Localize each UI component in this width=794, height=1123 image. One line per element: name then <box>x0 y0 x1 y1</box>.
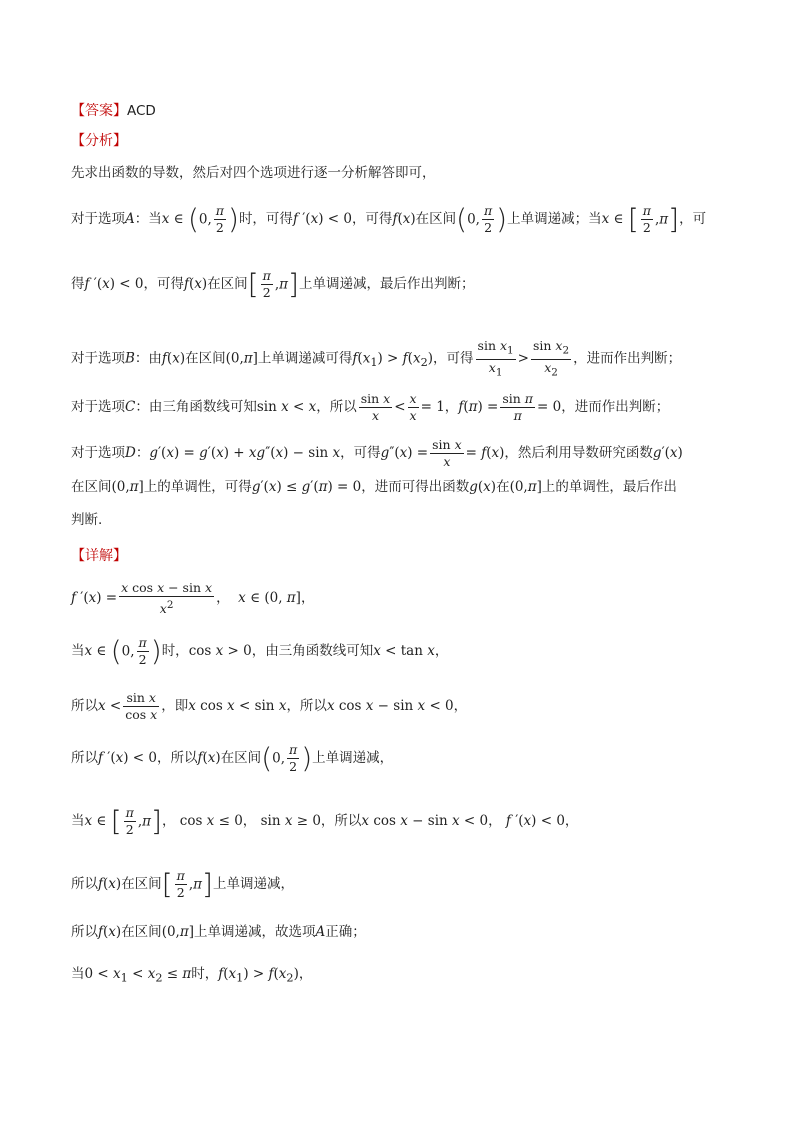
analysis-heading: 【分析】 <box>71 133 127 149</box>
answer-label: 【答案】 <box>71 103 127 119</box>
analysis-option-d-line2: 在区间(0,π]上的单调性，可得g′(x) ≤ g′(π) = 0，进而可得出函数g(x)在(0,π]上的单调性，最后作出 <box>71 479 677 495</box>
answer-value: ACD <box>127 103 156 119</box>
detail-line4: 所以f ′(x) < 0，所以f(x)在区间(0, $\frac{\pi}{2}$ )上单调递减， <box>71 741 394 775</box>
analysis-option-b: 对于选项B：由f(x)在区间(0,π]上单调递减可得$f(x_1) > f(x_2)$，可得 $\frac{\sin x_1}{x_1}$ > $\frac{\sin x_2}{x_2}$ ，进而作出判断； <box>71 338 682 378</box>
analysis-intro: 先求出函数的导数，然后对四个选项进行逐一分析解答即可， <box>71 165 436 181</box>
detail-line8: 当$0 < x_1 < x_2 \le \pi$时，$f(x_1) > f(x_2)$， <box>71 966 313 985</box>
analysis-option-a-line1: 对于选项A：当x ∈ (0, $\frac{\pi}{2}$ )时，可得f ′(x) < 0，可得f(x)在区间(0, $\frac{\pi}{2}$ )上单调递减；当x ∈ [ $\frac{\pi}{2}$ ,π]，可 <box>71 202 707 236</box>
detail-line6: 所以f(x)在区间[ $\frac{\pi}{2}$ ,π]上单调递减， <box>71 867 294 901</box>
analysis-option-d-line1: 对于选项D：g′(x) = g′(x) + xg″(x) − sin x，可得g″(x) = $\frac{\text{sin x}}{x}$ = f(x)，然后利用导数研究函数g′(x) <box>71 437 683 469</box>
detail-heading: 【详解】 <box>71 548 127 564</box>
detail-line5: 当x ∈ [ $\frac{\pi}{2}$ ,π]， cos x ≤ 0， sin x ≥ 0，所以x cos x − sin x < 0， f ′(x) < 0， <box>71 804 579 838</box>
detail-line3: 所以x < $\frac{\text{sin x}}{\text{cos x}}$ ，即x cos x < sin x，所以x cos x − sin x < 0， <box>71 690 468 722</box>
detail-line1: f ′(x) = $\frac{\text{x cos x − sin x}}{x^2}$ ， x ∈ (0, π]， <box>71 580 315 617</box>
analysis-option-c: 对于选项C：由三角函数线可知sin x < x，所以 $\frac{\text{sin x}}{x}$ < $\frac{x}{x}$ = 1，f(π) = $\frac{\text{sin π}}{\pi}$ = 0，进而作出判断； <box>71 391 670 423</box>
answer-line <box>71 101 156 121</box>
analysis-option-a-line2: 得f ′(x) < 0，可得f(x)在区间[ $\frac{\pi}{2}$ ,π]上单调递减，最后作出判断； <box>71 267 475 301</box>
detail-line2: 当x ∈ (0, $\frac{\pi}{2}$ )时，cos x > 0，由三角函数线可知x < tan x， <box>71 634 449 668</box>
analysis-option-d-line3: 判断. <box>71 512 103 528</box>
detail-line7: 所以f(x)在区间(0,π]上单调递减，故选项A正确； <box>71 924 366 940</box>
